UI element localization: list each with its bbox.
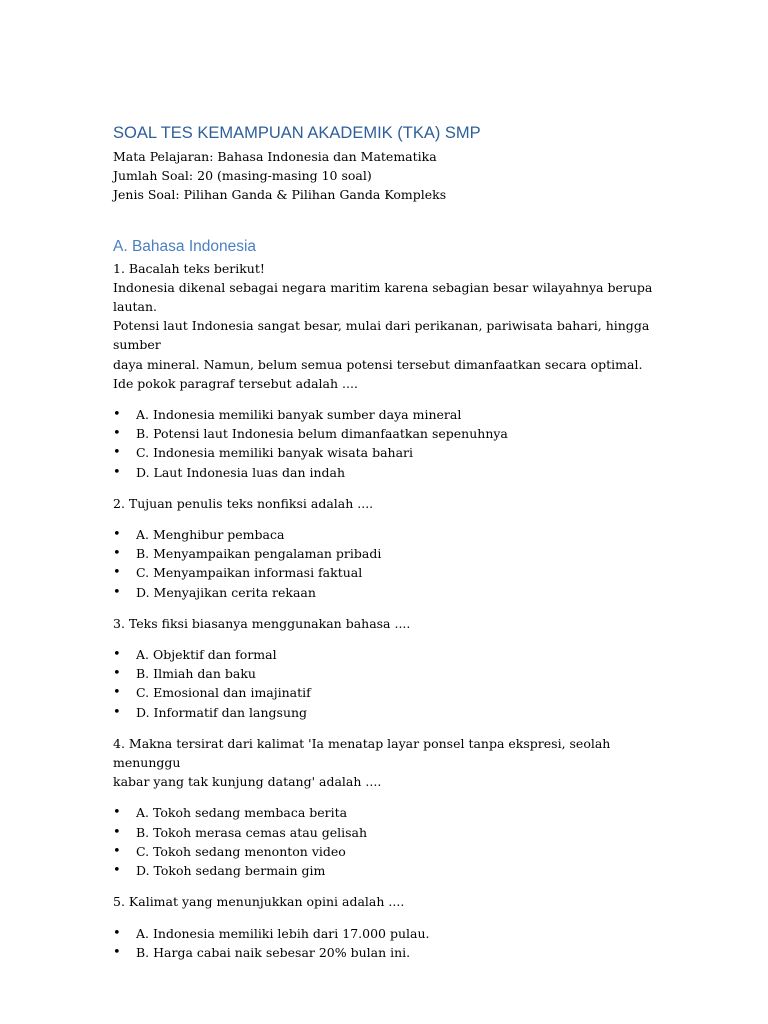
option-list <box>113 405 673 482</box>
question-2 <box>113 494 673 602</box>
meta-subject: Mata Pelajaran: Bahasa Indonesia dan Matematika <box>113 149 437 164</box>
option-text: B. Potensi laut Indonesia belum dimanfaatkan sepenuhnya <box>136 426 508 442</box>
option-item <box>113 525 673 544</box>
option-list <box>113 924 673 962</box>
option-item <box>113 405 673 424</box>
meta-question-type: Jenis Soal: Pilihan Ganda & Pilihan Ganda Kompleks <box>113 187 447 203</box>
option-text: D. Menyajikan cerita rekaan <box>136 584 316 600</box>
bullet-icon: • <box>113 704 121 720</box>
option-item <box>113 463 673 482</box>
bullet-icon: • <box>113 464 121 480</box>
bullet-icon: • <box>113 863 121 879</box>
bullet-icon: • <box>113 565 121 581</box>
question-5 <box>113 892 673 962</box>
option-item <box>113 583 673 602</box>
option-item <box>113 664 673 683</box>
bullet-icon: • <box>113 944 121 960</box>
option-item <box>113 443 673 462</box>
option-item <box>113 544 673 563</box>
option-item <box>113 424 673 443</box>
bullet-icon: • <box>113 824 121 840</box>
option-item <box>113 563 673 582</box>
option-text: A. Tokoh sedang membaca berita <box>136 805 348 821</box>
question-text: 4. Makna tersirat dari kalimat 'Ia menatap layar ponsel tanpa ekspresi, seolah menunggu <box>113 735 611 771</box>
question-passage-line: Indonesia dikenal sebagai negara maritim karena sebagian besar wilayahnya berupa lautan. <box>113 279 653 315</box>
bullet-icon: • <box>113 546 121 562</box>
option-text: A. Menghibur pembaca <box>136 527 285 543</box>
question-text: 5. Kalimat yang menunjukkan opini adalah .... <box>113 894 405 910</box>
bullet-icon: • <box>113 685 121 701</box>
question-text-continued: kabar yang tak kunjung datang' adalah .... <box>113 774 382 790</box>
option-text: B. Menyampaikan pengalaman pribadi <box>136 546 382 562</box>
option-item <box>113 703 673 722</box>
option-list <box>113 645 673 722</box>
bullet-icon: • <box>113 527 121 543</box>
option-list <box>113 803 673 880</box>
bullet-icon: • <box>113 407 121 423</box>
meta-question-count: Jumlah Soal: 20 (masing-masing 10 soal) <box>113 168 372 184</box>
option-text: D. Informatif dan langsung <box>136 704 308 720</box>
option-text: D. Laut Indonesia luas dan indah <box>136 464 346 480</box>
bullet-icon: • <box>113 925 121 941</box>
option-text: C. Indonesia memiliki banyak wisata bahari <box>136 445 414 461</box>
question-1 <box>113 259 673 482</box>
option-text: A. Indonesia memiliki lebih dari 17.000 pulau. <box>136 925 430 941</box>
option-item <box>113 683 673 702</box>
option-text: B. Harga cabai naik sebesar 20% bulan ini. <box>136 944 411 960</box>
option-text: C. Tokoh sedang menonton video <box>136 843 346 859</box>
option-text: D. Tokoh sedang bermain gim <box>136 863 326 879</box>
option-text: C. Emosional dan imajinatif <box>136 685 311 701</box>
question-text: 2. Tujuan penulis teks nonfiksi adalah .... <box>113 495 374 511</box>
option-list <box>113 525 673 602</box>
option-item <box>113 924 673 943</box>
question-text: 3. Teks fiksi biasanya menggunakan bahasa .... <box>113 615 411 631</box>
question-passage-line: Potensi laut Indonesia sangat besar, mulai dari perikanan, pariwisata bahari, hingga sumber <box>113 318 650 353</box>
document-title: SOAL TES KEMAMPUAN AKADEMIK (TKA) SMP <box>113 124 481 142</box>
question-3 <box>113 614 673 722</box>
bullet-icon: • <box>113 843 121 859</box>
question-prompt: Ide pokok paragraf tersebut adalah .... <box>113 375 358 391</box>
option-item <box>113 861 673 880</box>
option-item <box>113 823 673 842</box>
option-item <box>113 943 673 962</box>
question-4 <box>113 734 673 880</box>
option-item <box>113 803 673 822</box>
option-item <box>113 645 673 664</box>
question-text: 1. Bacalah teks berikut! <box>113 260 265 276</box>
bullet-icon: • <box>113 647 121 663</box>
document-page <box>113 122 673 962</box>
option-text: B. Ilmiah dan baku <box>136 666 256 682</box>
bullet-icon: • <box>113 584 121 600</box>
bullet-icon: • <box>113 666 121 682</box>
option-text: B. Tokoh merasa cemas atau gelisah <box>136 824 368 840</box>
bullet-icon: • <box>113 445 121 461</box>
bullet-icon: • <box>113 805 121 821</box>
option-text: A. Indonesia memiliki banyak sumber daya mineral <box>136 407 462 423</box>
section-heading-bahasa-indonesia: A. Bahasa Indonesia <box>113 237 257 255</box>
bullet-icon: • <box>113 426 121 442</box>
option-text: A. Objektif dan formal <box>136 647 277 663</box>
question-passage-line: daya mineral. Namun, belum semua potensi tersebut dimanfaatkan secara optimal. <box>113 356 643 372</box>
option-text: C. Menyampaikan informasi faktual <box>136 565 363 581</box>
option-item <box>113 842 673 861</box>
